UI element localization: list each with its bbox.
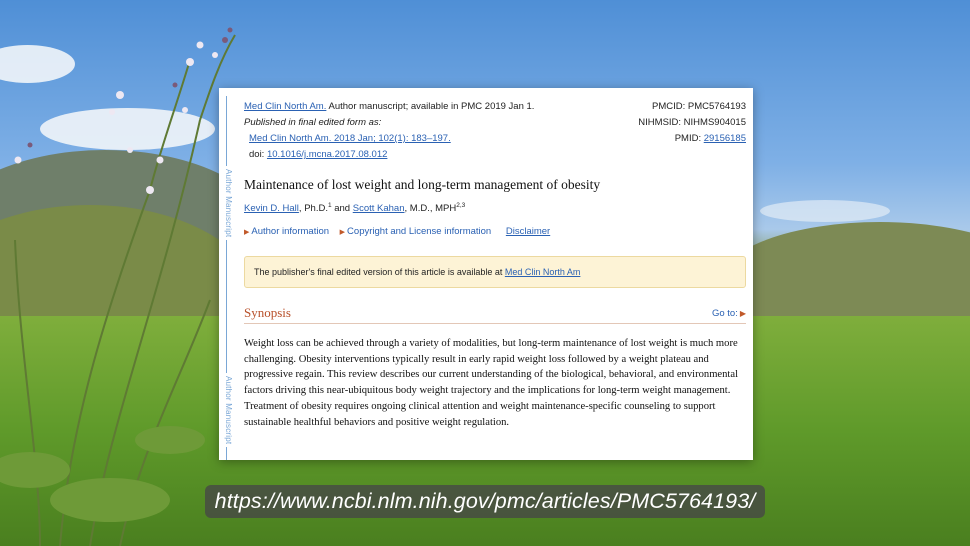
citation-block [244, 99, 534, 163]
caret-right-icon: ▶ [244, 229, 250, 236]
notice-journal-link[interactable]: Med Clin North Am [504, 267, 581, 277]
author-link[interactable]: Scott Kahan [352, 203, 405, 215]
section-header [244, 304, 746, 324]
info-links [244, 226, 550, 237]
pmid-link[interactable]: 29156185 [703, 133, 746, 144]
published-label: Published in final edited form as: [244, 117, 382, 128]
disclaimer-link[interactable]: Disclaimer [505, 226, 551, 237]
cloud [760, 200, 890, 222]
affiliation-sup: 1 [327, 202, 332, 209]
author-information-label: Author information [251, 226, 330, 237]
side-label-author-manuscript: Author Manuscript [221, 166, 233, 240]
notice-text: The publisher's final edited version of this article is available at [254, 267, 505, 277]
author-link[interactable]: Kevin D. Hall [244, 203, 299, 215]
doi-link[interactable]: 10.1016/j.mcna.2017.08.012 [266, 149, 388, 160]
journal-link[interactable]: Med Clin North Am. [244, 101, 327, 112]
pmid-label: PMID: [674, 133, 704, 144]
author-suffix: , Ph.D. [298, 203, 328, 215]
identifier-block [638, 99, 746, 147]
nihmsid: NIHMSID: NIHMS904015 [638, 117, 746, 128]
manuscript-note: Author manuscript; available in PMC 2019 Jan 1. [326, 101, 535, 112]
affiliation-sup: 2,3 [456, 202, 466, 209]
goto-label: Go to: [711, 308, 738, 319]
citation-link[interactable]: Med Clin North Am. 2018 Jan; 102(1): 183–197. [249, 133, 451, 144]
doi-prefix: doi: [249, 149, 267, 160]
section-title: Synopsis [244, 305, 291, 320]
article-title: Maintenance of lost weight and long-term management of obesity [244, 177, 601, 192]
side-label-author-manuscript: Author Manuscript [221, 373, 233, 447]
url-caption: https://www.ncbi.nlm.nih.gov/pmc/articles/PMC5764193/ [205, 485, 765, 518]
wildflower-plant [0, 0, 240, 546]
author-list [244, 202, 465, 214]
caret-right-icon: ▶ [339, 229, 346, 236]
copyright-license-toggle[interactable] [340, 226, 492, 237]
abstract-text: Weight loss can be achieved through a variety of modalities, but long-term maintenance of lost weight is much more challenging. Obesity interventions typically result in early rapid weight loss followed by a weight plateau and progressive regain. This review describes our current understanding of the biological, behavioral, and environmental factors driving this near-ubiquitous body weight trajectory and the implications for long-term weight management. Treatment of obesity requires ongoing clinical attention and weight maintenance-specific counseling to support sustainable healthful behaviors and positive weight regulation. [244, 338, 739, 428]
author-suffix: , M.D., MPH [404, 203, 457, 215]
article-card [219, 88, 753, 460]
pmcid: PMCID: PMC5764193 [652, 101, 746, 112]
caret-right-icon: ▶ [739, 309, 746, 318]
copyright-license-label: Copyright and License information [347, 226, 492, 237]
author-information-toggle[interactable] [244, 226, 329, 237]
goto-menu[interactable] [712, 308, 746, 319]
publisher-notice [244, 256, 746, 288]
author-conjunction: and [331, 203, 353, 215]
